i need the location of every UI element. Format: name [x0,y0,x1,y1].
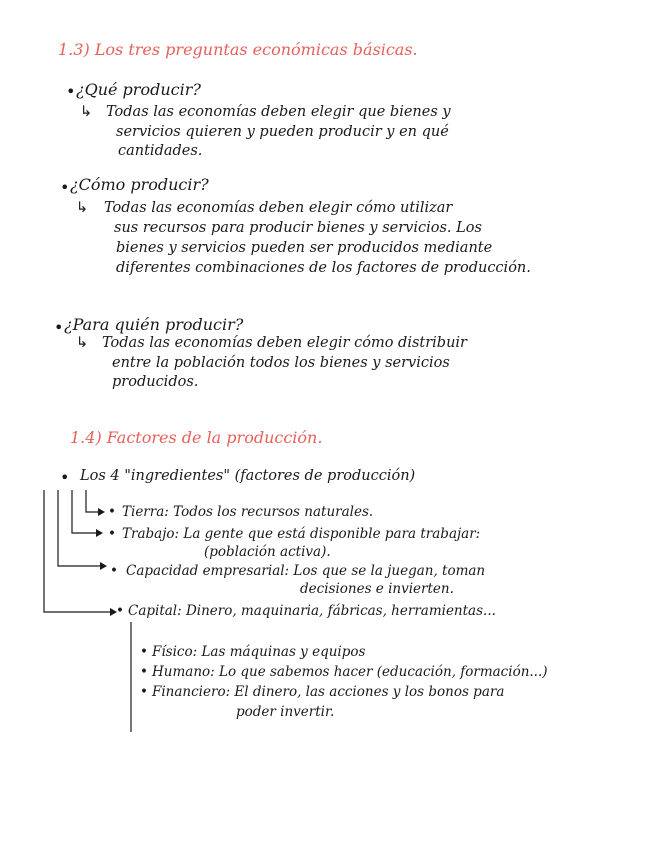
capital-humano: Humano: Lo que sabemos hacer (educación, formación...) [152,664,548,680]
q3-answer-line-2: entre la población todos los bienes y servicios [112,355,450,371]
q2-answer-line-3: bienes y servicios pueden ser producidos mediante [116,240,493,256]
trabajo-bullet: • [108,526,116,542]
capital-fisico: Físico: Las máquinas y equipos [152,644,366,660]
q1-answer-line-1: Todas las economías deben elegir que bienes y [106,104,451,120]
q3-arrow-icon: ↳ [76,335,89,351]
q2-arrow-icon: ↳ [76,200,89,216]
humano-bullet: • [140,664,148,680]
financiero-bullet: • [140,684,148,700]
q2-bullet: • [60,178,70,197]
section-1-4-heading: 1.4) Factores de la producción. [70,428,323,447]
fisico-bullet: • [140,644,148,660]
q2-question: ¿Cómo producir? [70,175,209,194]
factor-capacidad-line-2: decisiones e invierten. [300,581,454,597]
factors-intro: Los 4 "ingredientes" (factores de producción) [80,468,416,484]
capital-financiero-line-2: poder invertir. [236,704,335,720]
q1-arrow-icon: ↳ [80,104,93,120]
factor-capacidad-line-1: Capacidad empresarial: Los que se la juegan, toman [126,563,486,579]
intro-bullet: • [60,468,70,487]
q1-answer-line-3: cantidades. [118,143,203,159]
capacidad-bullet: • [110,563,118,579]
q3-answer-line-1: Todas las economías deben elegir cómo distribuir [102,335,467,351]
q3-answer-line-3: producidos. [112,374,199,390]
factor-trabajo-line-2: (población activa). [204,544,331,560]
capital-bullet: • [116,603,124,619]
capital-financiero-line-1: Financiero: El dinero, las acciones y los bonos para [152,684,505,700]
q3-question: ¿Para quién producir? [64,315,244,334]
q1-answer-line-2: servicios quieren y pueden producir y en qué [116,124,449,140]
factor-tierra: Tierra: Todos los recursos naturales. [122,504,374,520]
q2-answer-line-4: diferentes combinaciones de los factores de producción. [116,260,531,276]
factor-trabajo-line-1: Trabajo: La gente que está disponible para trabajar: [122,526,481,542]
q1-bullet: • [66,82,76,101]
q2-answer-line-1: Todas las economías deben elegir cómo utilizar [104,200,453,216]
section-1-3-heading: 1.3) Los tres preguntas económicas básicas. [58,40,418,59]
q1-question: ¿Qué producir? [76,80,201,99]
factor-capital: Capital: Dinero, maquinaria, fábricas, herramientas... [128,603,496,619]
q3-bullet: • [54,318,64,337]
q2-answer-line-2: sus recursos para producir bienes y servicios. Los [114,220,482,236]
tierra-bullet: • [108,504,116,520]
